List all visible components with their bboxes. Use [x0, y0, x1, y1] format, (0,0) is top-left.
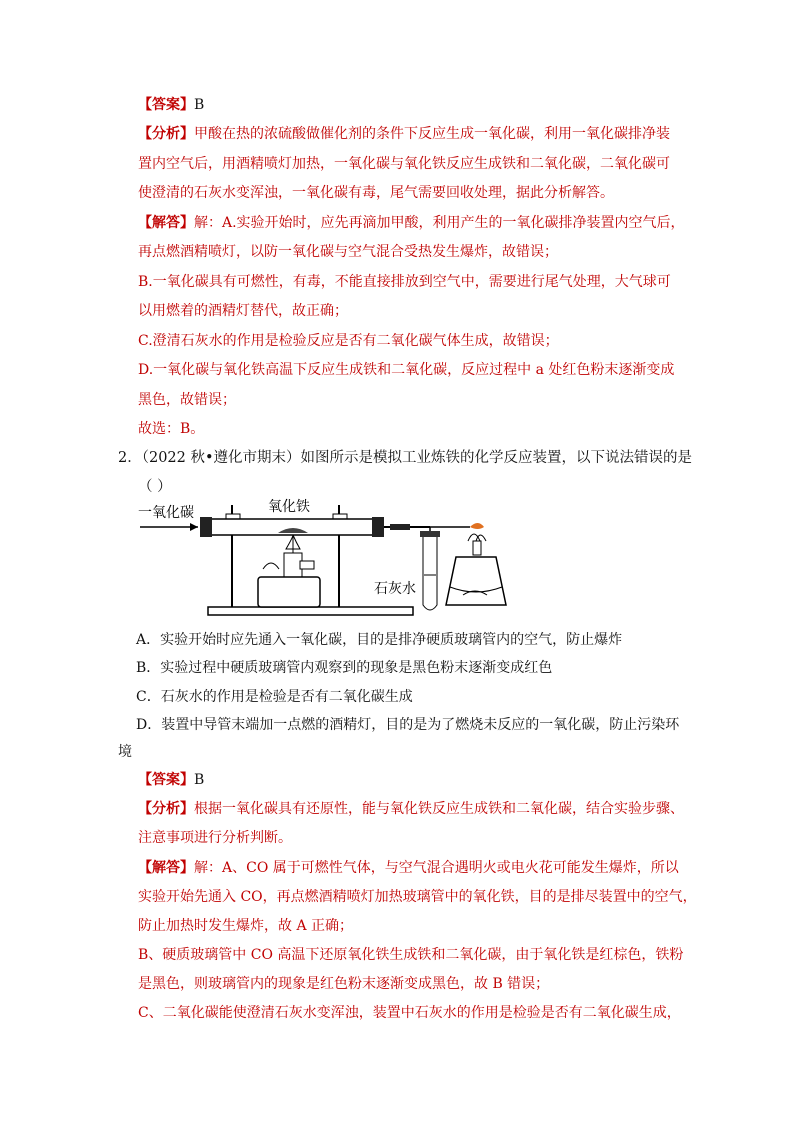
q2-option-d: D．装置中导管末端加一点燃的酒精灯，目的是为了燃烧未反应的一氧化碳，防止污染环	[136, 717, 680, 733]
q2-analysis-line-2: 注意事项进行分析判断。	[138, 830, 292, 846]
q2-solution-line-4: B、硬质玻璃管中 CO 高温下还原氧化铁生成铁和二氧化碳，由于氧化铁是红棕色，铁粉	[138, 947, 684, 963]
label-lime-water: 石灰水	[374, 581, 416, 597]
q2-blank: （ ）	[138, 479, 172, 495]
q2-option-c: C．石灰水的作用是检验是否有二氧化碳生成	[136, 689, 413, 705]
q1-solution-line-7: 黑色，故错误；	[138, 392, 236, 408]
q1-solution-line-6: D.一氧化碳与氧化铁高温下反应生成铁和二氧化碳，反应过程中 a 处红色粉末逐渐变成	[138, 362, 675, 378]
answer-tag: 【答案】	[138, 772, 194, 788]
q1-analysis-line-2: 置内空气后，用酒精喷灯加热，一氧化碳与氧化铁反应生成铁和二氧化碳，二氧化碳可	[138, 156, 670, 172]
q1-solution-line-8: 故选：B。	[138, 421, 205, 437]
q2-solution-line-2: 实验开始先通入 CO，再点燃酒精喷灯加热玻璃管中的氧化铁，目的是排尽装置中的空气，	[138, 889, 697, 905]
q2-option-a: A．实验开始时应先通入一氧化碳，目的是排净硬质玻璃管内的空气，防止爆炸	[136, 632, 623, 648]
answer-value: B	[194, 772, 205, 788]
q1-solution-line-3: B.一氧化碳具有可燃性，有毒，不能直接排放到空气中，需要进行尾气处理，大气球可	[138, 274, 671, 290]
q2-answer	[138, 771, 204, 789]
q2-solution-line-6: C、二氧化碳能使澄清石灰水变浑浊，装置中石灰水的作用是检验是否有二氧化碳生成，	[138, 1005, 681, 1021]
q1-solution-line-1: 【解答】解：A.实验开始时，应先再滴加甲酸，利用产生的一氧化碳排净装置内空气后，	[138, 215, 685, 231]
analysis-tag: 【分析】	[138, 126, 194, 142]
q2-stem: 2．（2022 秋•遵化市期末）如图所示是模拟工业炼铁的化学反应装置，以下说法错误的是	[118, 450, 693, 466]
q2-option-d-continued: 境	[118, 744, 132, 760]
q2-analysis-line-1: 【分析】根据一氧化碳具有还原性，能与氧化铁反应生成铁和二氧化碳，结合实验步骤、	[138, 801, 684, 817]
q1-analysis-line-1: 【分析】甲酸在热的浓硫酸做催化剂的条件下反应生成一氧化碳，利用一氧化碳排净装	[138, 126, 670, 142]
analysis-tag: 【分析】	[138, 801, 194, 817]
q1-answer	[138, 96, 204, 114]
q1-solution-line-4: 以用燃着的酒精灯替代，故正确；	[138, 303, 348, 319]
solution-tag: 【解答】	[138, 215, 194, 231]
label-co: 一氧化碳	[138, 505, 194, 521]
q2-solution-line-5: 是黑色，则玻璃管内的现象是红色粉末逐渐变成黑色，故 B 错误；	[138, 976, 550, 992]
q1-analysis-line-3: 使澄清的石灰水变浑浊，一氧化碳有毒，尾气需要回收处理，据此分析解答。	[138, 185, 614, 201]
iron-smelting-apparatus-diagram	[138, 497, 520, 622]
q1-solution-line-5: C.澄清石灰水的作用是检验反应是否有二氧化碳气体生成，故错误；	[138, 333, 559, 349]
label-iron-oxide: 氧化铁	[268, 499, 310, 515]
answer-tag: 【答案】	[138, 97, 194, 113]
answer-value: B	[194, 97, 205, 113]
q2-solution-line-3: 防止加热时发生爆炸，故 A 正确；	[138, 918, 354, 934]
solution-tag: 【解答】	[138, 860, 194, 876]
q2-option-b: B．实验过程中硬质玻璃管内观察到的现象是黑色粉末逐渐变成红色	[136, 660, 553, 676]
q1-solution-line-2: 再点燃酒精喷灯，以防一氧化碳与空气混合受热发生爆炸，故错误；	[138, 244, 558, 260]
q2-solution-line-1: 【解答】解：A、CO 属于可燃性气体，与空气混合遇明火或电火花可能发生爆炸，所以	[138, 860, 679, 876]
